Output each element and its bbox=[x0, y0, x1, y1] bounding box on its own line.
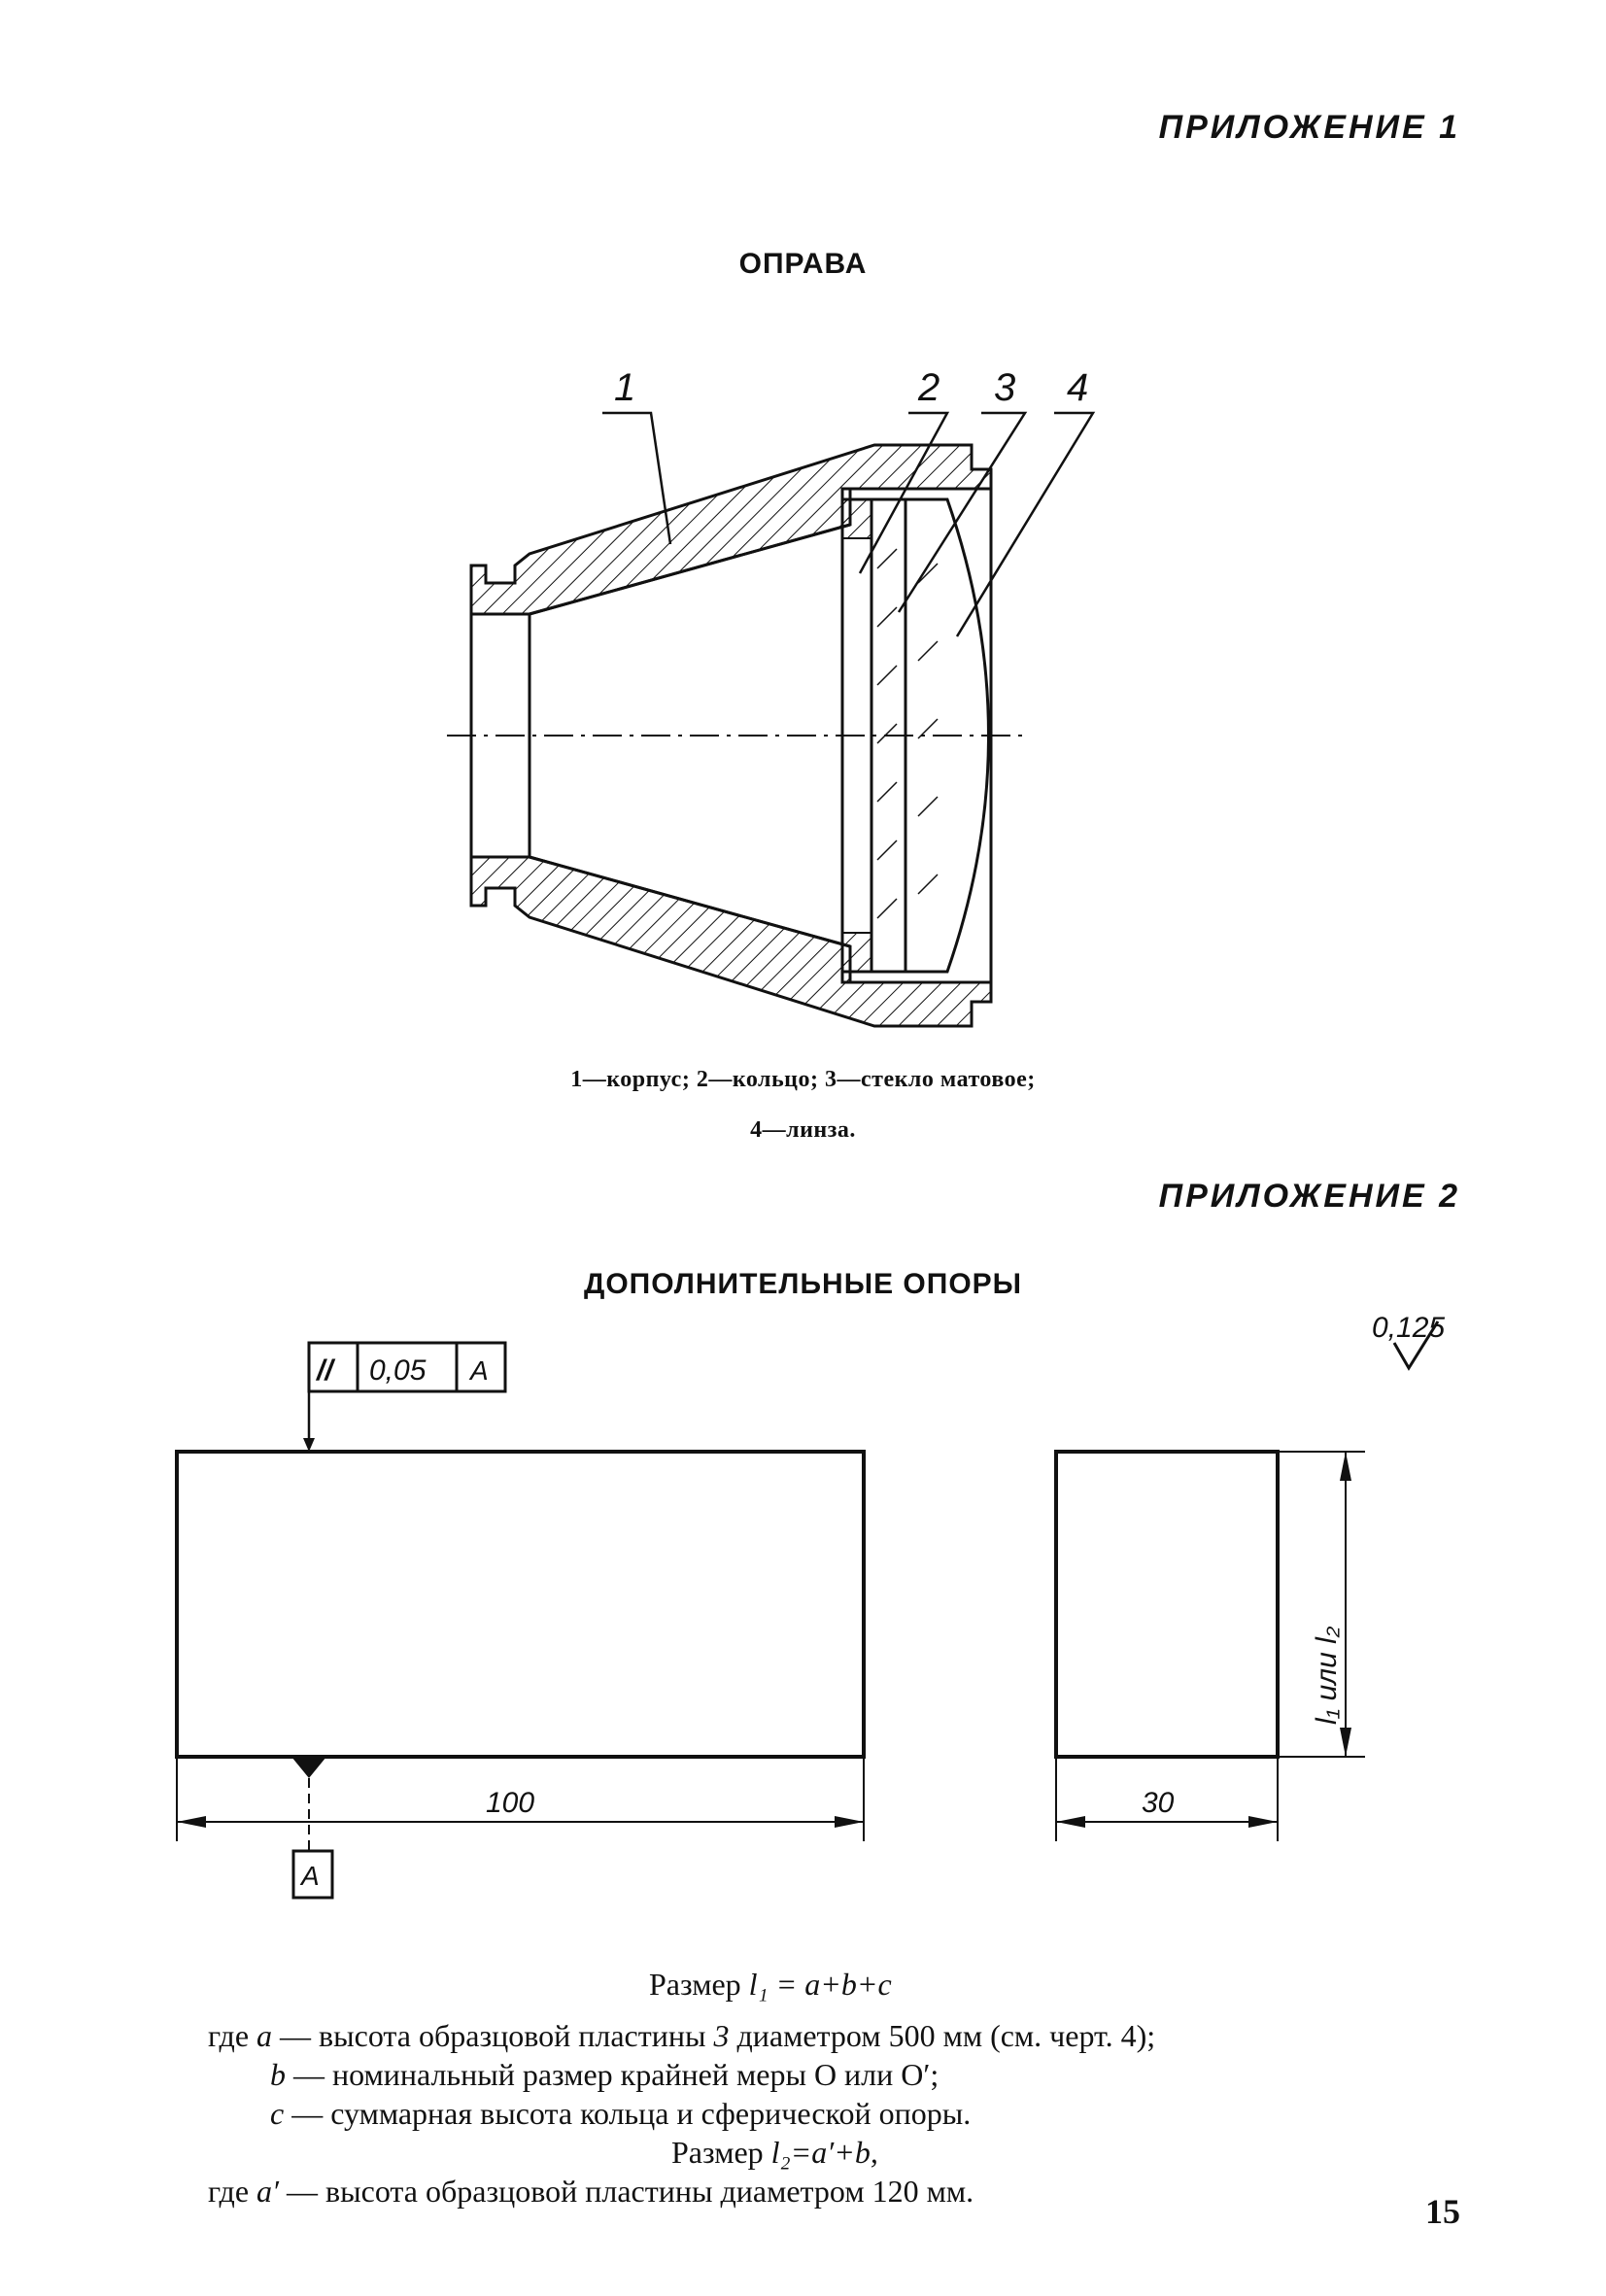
callout-2: 2 bbox=[918, 366, 940, 409]
legend-line-2: 4—линза. bbox=[750, 1117, 856, 1143]
var-a2: a′ bbox=[256, 2174, 280, 2209]
body-lower-hatch bbox=[471, 857, 991, 1026]
where-a2-line bbox=[192, 2136, 974, 2210]
appendix-2-label: ПРИЛОЖЕНИЕ 2 bbox=[1158, 1178, 1460, 1215]
support-block-front bbox=[177, 1452, 864, 1757]
tolerance-symbol: // bbox=[317, 1354, 333, 1387]
roughness-value: 0,125 bbox=[1372, 1312, 1446, 1344]
datum-triangle bbox=[291, 1757, 326, 1778]
var-b: b bbox=[270, 2057, 286, 2092]
where-prefix: где bbox=[208, 2018, 257, 2053]
var-c: c bbox=[270, 2096, 285, 2131]
where-prefix-2: где bbox=[208, 2174, 257, 2209]
var-3: 3 bbox=[713, 2018, 730, 2053]
where-c-text: — суммарная высота кольца и сферической опоры. bbox=[284, 2096, 972, 2131]
tolerance-value: 0,05 bbox=[369, 1354, 427, 1387]
dim-height: l₁ или l₂ bbox=[1311, 1626, 1343, 1725]
formula-2: l₂=a′+b, bbox=[770, 2135, 878, 2170]
dim-length: 100 bbox=[486, 1787, 535, 1819]
appendix-1-title: ОПРАВА bbox=[738, 248, 868, 280]
where-b-text: — номинальный размер крайней меры О или О′; bbox=[286, 2057, 940, 2092]
formula-2-label: Размер bbox=[671, 2135, 771, 2170]
callout-1: 1 bbox=[614, 366, 636, 409]
page-number: 15 bbox=[1425, 2192, 1460, 2231]
where-a-end: диаметром 500 мм (см. черт. 4); bbox=[729, 2018, 1156, 2053]
formula-1: l₁ = a+b+c bbox=[748, 1967, 892, 2002]
support-block-side bbox=[1056, 1452, 1278, 1757]
callout-4: 4 bbox=[1067, 366, 1089, 409]
supports-drawing bbox=[0, 1292, 1606, 1914]
formula-1-label: Размер bbox=[649, 1967, 749, 2002]
where-a2-text: — высота образцовой пластины диаметром 120 мм. bbox=[279, 2174, 974, 2209]
datum-label: A bbox=[301, 1861, 320, 1891]
tolerance-datum: A bbox=[470, 1355, 489, 1386]
var-a: a bbox=[256, 2018, 273, 2053]
dim-width: 30 bbox=[1142, 1787, 1175, 1819]
tolerance-arrow bbox=[303, 1438, 315, 1452]
legend-line-1: 1—корпус; 2—кольцо; 3—стекло матовое; bbox=[570, 1067, 1036, 1092]
appendix-1-label: ПРИЛОЖЕНИЕ 1 bbox=[1158, 109, 1460, 146]
callout-3: 3 bbox=[994, 366, 1016, 409]
appendix-2-title: ДОПОЛНИТЕЛЬНЫЕ ОПОРЫ bbox=[583, 1268, 1023, 1300]
where-a-text: — высота образцовой пластины bbox=[272, 2018, 714, 2053]
